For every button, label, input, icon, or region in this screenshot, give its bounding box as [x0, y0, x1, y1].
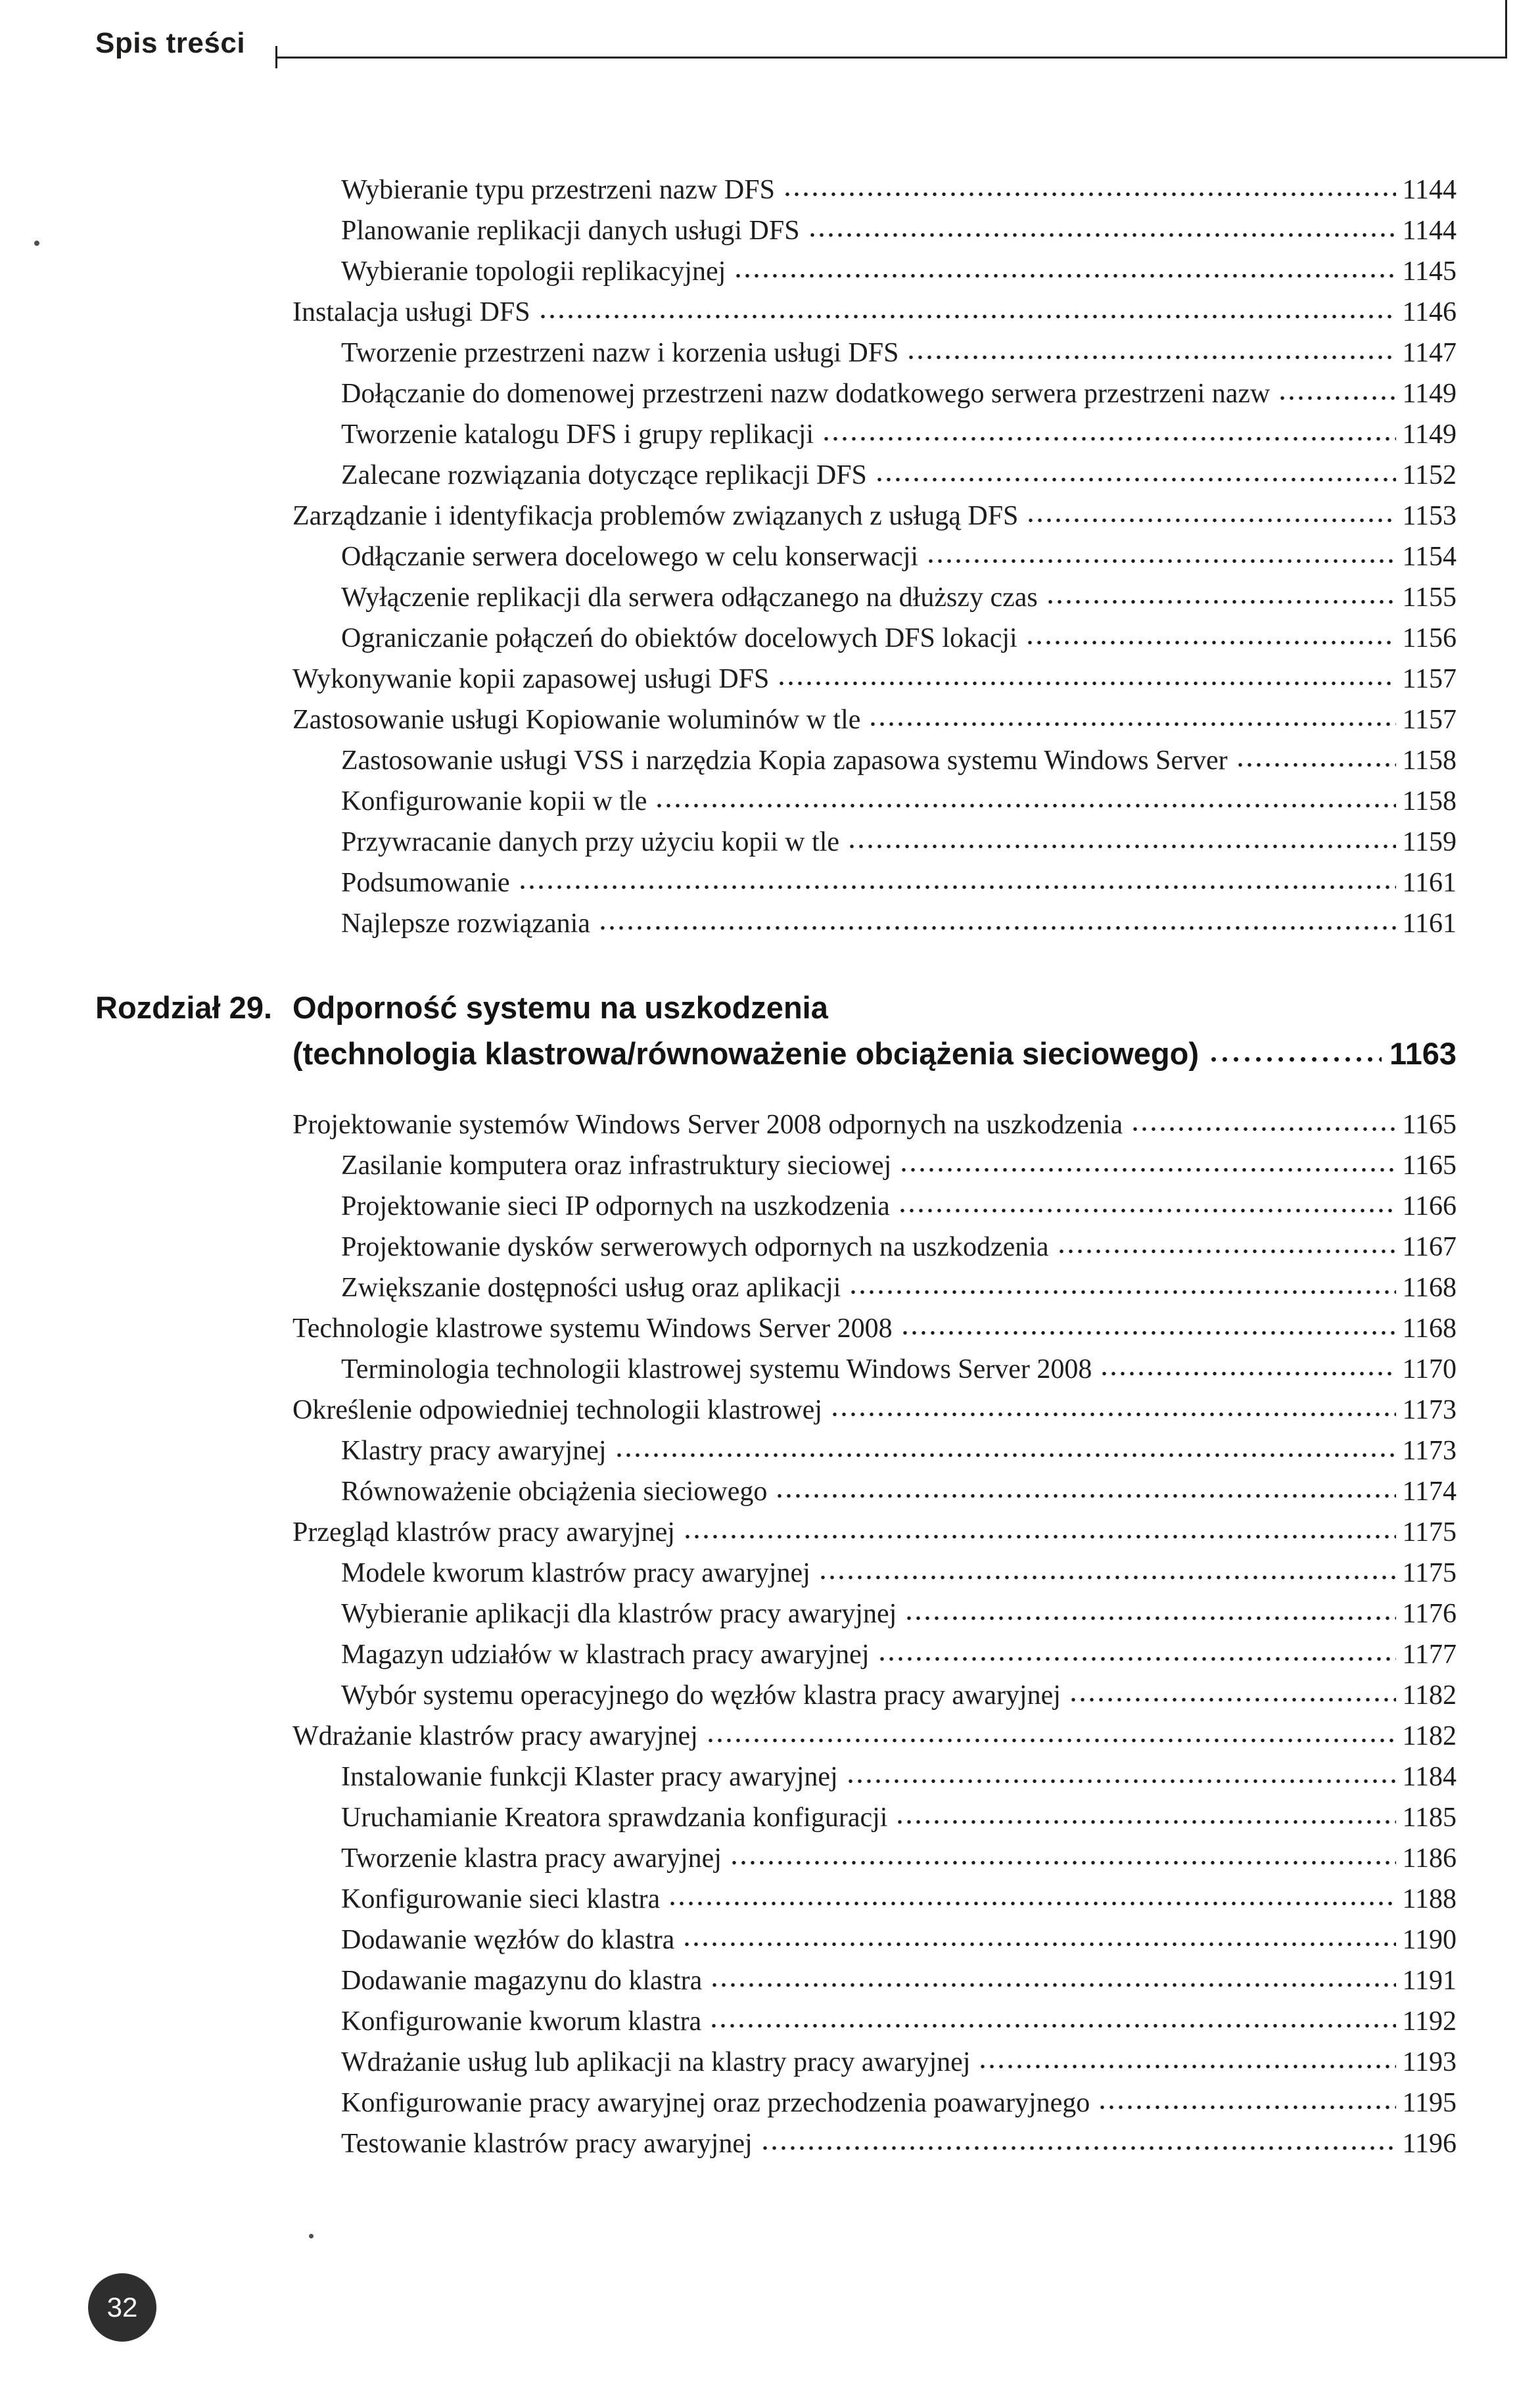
- dot-leader: [1236, 761, 1396, 769]
- toc-entry-title: Konfigurowanie kopii w tle: [341, 786, 647, 816]
- dot-leader: [598, 924, 1396, 932]
- toc-section-1: [95, 170, 1457, 944]
- dot-leader: [847, 842, 1395, 851]
- dot-leader: [818, 1573, 1396, 1582]
- toc-entry-page: 1190: [1402, 1925, 1457, 1955]
- toc-entry-title: Konfigurowanie pracy awaryjnej oraz przechodzenia poawaryjnego: [341, 2088, 1090, 2118]
- toc-entry-title: Dodawanie węzłów do klastra: [341, 1925, 675, 1955]
- toc-entry: [95, 659, 1457, 699]
- toc-entry-page: 1157: [1402, 664, 1457, 694]
- toc-entry-page: 1174: [1402, 1477, 1457, 1507]
- toc-entry-page: 1182: [1402, 1680, 1457, 1711]
- scan-speck: [309, 2234, 314, 2238]
- dot-leader: [926, 557, 1395, 565]
- toc-entry: [95, 2042, 1457, 2083]
- dot-leader: [808, 231, 1396, 239]
- toc-entry: [95, 2123, 1457, 2164]
- toc-entry-title: Wykonywanie kopii zapasowej usługi DFS: [292, 664, 770, 694]
- toc-entry-page: 1161: [1402, 909, 1457, 939]
- toc-entry: [95, 210, 1457, 251]
- page-number: 32: [106, 2292, 138, 2323]
- toc-entry-title: Zastosowanie usługi Kopiowanie woluminów w tle: [292, 705, 861, 735]
- chapter-heading-line2: [95, 1031, 1457, 1077]
- toc-entry: [95, 822, 1457, 863]
- toc-entry-title: Tworzenie przestrzeni nazw i korzenia usługi DFS: [341, 338, 899, 368]
- dot-leader: [1278, 394, 1395, 402]
- toc-entry-page: 1184: [1402, 1762, 1457, 1792]
- toc-entry-page: 1168: [1402, 1273, 1457, 1303]
- dot-leader: [734, 272, 1395, 280]
- toc-entry-title: Konfigurowanie kworum klastra: [341, 2006, 702, 2037]
- toc-entry: [95, 414, 1457, 455]
- toc-entry: [95, 1512, 1457, 1553]
- toc-entry-page: 1168: [1402, 1313, 1457, 1344]
- dot-leader: [898, 1206, 1396, 1215]
- toc-entry: [95, 1675, 1457, 1716]
- toc-entry: [95, 1920, 1457, 1960]
- corner-rule: [1505, 0, 1507, 59]
- toc-entry-page: 1149: [1402, 379, 1457, 409]
- toc-section-2: [95, 1104, 1457, 2164]
- chapter-heading: [95, 985, 1457, 1077]
- toc-entry-page: 1157: [1402, 705, 1457, 735]
- toc-entry-title: Zwiększanie dostępności usług oraz aplikacji: [341, 1273, 841, 1303]
- toc-entry: [95, 1879, 1457, 1920]
- dot-leader: [615, 1451, 1396, 1459]
- toc-entry-page: 1159: [1402, 827, 1457, 857]
- dot-leader: [538, 312, 1396, 321]
- toc-entry: [95, 618, 1457, 659]
- toc-entry-page: 1155: [1402, 582, 1457, 613]
- toc-entry: [95, 863, 1457, 903]
- toc-entry-title: Tworzenie katalogu DFS i grupy replikacji: [341, 419, 814, 450]
- toc-entry: [95, 699, 1457, 740]
- toc-entry-page: 1149: [1402, 419, 1457, 450]
- toc-entry-page: 1170: [1402, 1354, 1457, 1384]
- toc-entry-title: Technologie klastrowe systemu Windows Server 2008: [292, 1313, 893, 1344]
- dot-leader: [1208, 1054, 1382, 1064]
- toc-entry-title: Dołączanie do domenowej przestrzeni nazw dodatkowego serwera przestrzeni nazw: [341, 379, 1271, 409]
- toc-entry-page: 1145: [1402, 256, 1457, 287]
- toc-entry-title: Równoważenie obciążenia sieciowego: [341, 1477, 768, 1507]
- toc-entry: [95, 1757, 1457, 1797]
- dot-leader: [709, 2021, 1395, 2030]
- toc-entry: [95, 536, 1457, 577]
- toc-entry-title: Planowanie replikacji danych usługi DFS: [341, 216, 800, 246]
- toc-entry: [95, 1594, 1457, 1634]
- toc-entry-page: 1156: [1402, 623, 1457, 653]
- toc-entry-title: Terminologia technologii klastrowej systemu Windows Server 2008: [341, 1354, 1092, 1384]
- toc-entry: [95, 1553, 1457, 1594]
- toc-content: [95, 170, 1457, 2164]
- toc-entry-page: 1166: [1402, 1191, 1457, 1221]
- dot-leader: [668, 1899, 1395, 1908]
- dot-leader: [875, 475, 1396, 484]
- toc-entry-page: 1177: [1402, 1640, 1457, 1670]
- toc-entry: [95, 373, 1457, 414]
- toc-entry-title: Wyłączenie replikacji dla serwera odłączanego na dłuższy czas: [341, 582, 1038, 613]
- toc-entry-page: 1158: [1402, 786, 1457, 816]
- dot-leader: [822, 435, 1396, 443]
- toc-entry-page: 1165: [1402, 1150, 1457, 1181]
- toc-entry: [95, 170, 1457, 210]
- toc-entry-page: 1158: [1402, 745, 1457, 776]
- toc-entry: [95, 1390, 1457, 1430]
- dot-leader: [1026, 516, 1395, 525]
- dot-leader: [710, 1981, 1395, 1989]
- toc-entry-page: 1176: [1402, 1599, 1457, 1629]
- toc-entry-page: 1195: [1402, 2088, 1457, 2118]
- toc-entry-title: Wdrażanie klastrów pracy awaryjnej: [292, 1721, 698, 1751]
- toc-entry-page: 1196: [1402, 2129, 1457, 2159]
- dot-leader: [868, 720, 1395, 728]
- toc-entry-page: 1144: [1402, 175, 1457, 205]
- toc-entry-title: Odłączanie serwera docelowego w celu konserwacji: [341, 542, 919, 572]
- dot-leader: [777, 679, 1395, 688]
- toc-entry-page: 1165: [1402, 1110, 1457, 1140]
- dot-leader: [1057, 1247, 1396, 1256]
- header-rule: [276, 57, 1507, 59]
- toc-entry-page: 1193: [1402, 2047, 1457, 2077]
- scan-speck: [34, 241, 39, 246]
- toc-entry: [95, 333, 1457, 373]
- chapter-title-line2: (technologia klastrowa/równoważenie obciążenia sieciowego): [292, 1036, 1199, 1071]
- dot-leader: [906, 353, 1395, 362]
- toc-entry-title: Najlepsze rozwiązania: [341, 909, 590, 939]
- toc-entry-title: Magazyn udziałów w klastrach pracy awaryjnej: [341, 1640, 870, 1670]
- toc-entry-page: 1173: [1402, 1395, 1457, 1425]
- toc-entry-title: Instalacja usługi DFS: [292, 297, 530, 327]
- toc-entry-page: 1192: [1402, 2006, 1457, 2037]
- toc-entry-page: 1152: [1402, 460, 1457, 490]
- toc-entry: [95, 1634, 1457, 1675]
- toc-entry: [95, 1349, 1457, 1390]
- chapter-label: Rozdział 29.: [95, 990, 273, 1025]
- toc-entry: [95, 1267, 1457, 1308]
- toc-entry-page: 1186: [1402, 1843, 1457, 1874]
- running-head: Spis treści: [95, 27, 246, 59]
- dot-leader: [1069, 1695, 1396, 1704]
- dot-leader: [682, 1940, 1395, 1949]
- toc-entry-page: 1154: [1402, 542, 1457, 572]
- toc-entry: [95, 251, 1457, 292]
- dot-leader: [1025, 638, 1396, 647]
- toc-entry-title: Projektowanie sieci IP odpornych na uszkodzenia: [341, 1191, 890, 1221]
- toc-entry: [95, 1186, 1457, 1227]
- toc-entry-page: 1175: [1402, 1517, 1457, 1548]
- toc-entry-title: Wybieranie topologii replikacyjnej: [341, 256, 726, 287]
- dot-leader: [775, 1492, 1395, 1500]
- toc-entry: [95, 577, 1457, 618]
- toc-entry: [95, 1308, 1457, 1349]
- dot-leader: [760, 2144, 1396, 2152]
- toc-entry: [95, 1716, 1457, 1757]
- toc-entry-title: Projektowanie dysków serwerowych odpornych na uszkodzenia: [341, 1232, 1049, 1262]
- toc-entry: [95, 903, 1457, 944]
- toc-entry-page: 1188: [1402, 1884, 1457, 1914]
- toc-entry-title: Zastosowanie usługi VSS i narzędzia Kopia zapasowa systemu Windows Server: [341, 745, 1228, 776]
- dot-leader: [1098, 2103, 1395, 2112]
- toc-entry-title: Podsumowanie: [341, 868, 510, 898]
- toc-entry-title: Wybieranie aplikacji dla klastrów pracy awaryjnej: [341, 1599, 897, 1629]
- toc-entry-title: Zalecane rozwiązania dotyczące replikacji DFS: [341, 460, 867, 490]
- toc-entry-title: Wdrażanie usług lub aplikacji na klastry pracy awaryjnej: [341, 2047, 971, 2077]
- toc-entry-title: Zarządzanie i identyfikacja problemów związanych z usługą DFS: [292, 501, 1019, 531]
- toc-entry-title: Ograniczanie połączeń do obiektów docelowych DFS lokacji: [341, 623, 1017, 653]
- dot-leader: [899, 1166, 1395, 1174]
- page-number-badge: [88, 2273, 156, 2342]
- dot-leader: [683, 1532, 1396, 1541]
- dot-leader: [1046, 598, 1396, 606]
- toc-entry: [95, 740, 1457, 781]
- toc-entry: [95, 292, 1457, 333]
- chapter-heading-line1: [95, 985, 1457, 1031]
- toc-entry-page: 1182: [1402, 1721, 1457, 1751]
- dot-leader: [877, 1655, 1396, 1663]
- dot-leader: [655, 801, 1395, 810]
- toc-entry-page: 1173: [1402, 1436, 1457, 1466]
- toc-entry-page: 1144: [1402, 216, 1457, 246]
- dot-leader: [1131, 1125, 1395, 1133]
- toc-entry-page: 1161: [1402, 868, 1457, 898]
- toc-entry: [95, 1960, 1457, 2001]
- dot-leader: [849, 1288, 1395, 1296]
- toc-entry: [95, 1797, 1457, 1838]
- toc-entry: [95, 2001, 1457, 2042]
- dot-leader: [978, 2062, 1395, 2071]
- toc-entry-title: Tworzenie klastra pracy awaryjnej: [341, 1843, 722, 1874]
- chapter-title-line1: Odporność systemu na uszkodzenia: [292, 990, 828, 1025]
- toc-entry: [95, 455, 1457, 496]
- toc-entry-title: Wybór systemu operacyjnego do węzłów klastra pracy awaryjnej: [341, 1680, 1061, 1711]
- toc-entry-title: Konfigurowanie sieci klastra: [341, 1884, 661, 1914]
- dot-leader: [783, 190, 1396, 199]
- toc-entry-page: 1146: [1402, 297, 1457, 327]
- dot-leader: [904, 1614, 1395, 1622]
- dot-leader: [1100, 1369, 1395, 1378]
- dot-leader: [895, 1818, 1395, 1826]
- toc-entry-title: Określenie odpowiedniej technologii klastrowej: [292, 1395, 822, 1425]
- toc-entry-page: 1153: [1402, 501, 1457, 531]
- toc-entry-title: Przywracanie danych przy użyciu kopii w tle: [341, 827, 840, 857]
- toc-entry-page: 1185: [1402, 1803, 1457, 1833]
- toc-entry: [95, 1838, 1457, 1879]
- toc-entry: [95, 781, 1457, 822]
- toc-entry-title: Instalowanie funkcji Klaster pracy awaryjnej: [341, 1762, 838, 1792]
- dot-leader: [846, 1777, 1396, 1785]
- toc-entry: [95, 1104, 1457, 1145]
- toc-entry: [95, 2083, 1457, 2123]
- dot-leader: [518, 883, 1396, 891]
- dot-leader: [706, 1736, 1396, 1745]
- toc-entry: [95, 1430, 1457, 1471]
- dot-leader: [900, 1329, 1396, 1337]
- toc-entry: [95, 1145, 1457, 1186]
- toc-entry: [95, 1471, 1457, 1512]
- toc-entry-title: Projektowanie systemów Windows Server 2008 odpornych na uszkodzenia: [292, 1110, 1123, 1140]
- toc-entry-page: 1175: [1402, 1558, 1457, 1588]
- toc-entry-page: 1167: [1402, 1232, 1457, 1262]
- toc-entry-title: Modele kworum klastrów pracy awaryjnej: [341, 1558, 810, 1588]
- toc-entry-title: Testowanie klastrów pracy awaryjnej: [341, 2129, 753, 2159]
- toc-entry-page: 1147: [1402, 338, 1457, 368]
- toc-entry: [95, 1227, 1457, 1267]
- dot-leader: [730, 1858, 1396, 1867]
- toc-entry-title: Uruchamianie Kreatora sprawdzania konfiguracji: [341, 1803, 888, 1833]
- toc-entry: [95, 496, 1457, 536]
- toc-entry-title: Dodawanie magazynu do klastra: [341, 1966, 703, 1996]
- toc-entry-page: 1191: [1402, 1966, 1457, 1996]
- toc-entry-title: Zasilanie komputera oraz infrastruktury sieciowej: [341, 1150, 892, 1181]
- toc-entry-title: Klastry pracy awaryjnej: [341, 1436, 607, 1466]
- chapter-page: 1163: [1389, 1036, 1457, 1071]
- toc-entry-title: Wybieranie typu przestrzeni nazw DFS: [341, 175, 775, 205]
- toc-entry-title: Przegląd klastrów pracy awaryjnej: [292, 1517, 675, 1548]
- dot-leader: [830, 1410, 1396, 1419]
